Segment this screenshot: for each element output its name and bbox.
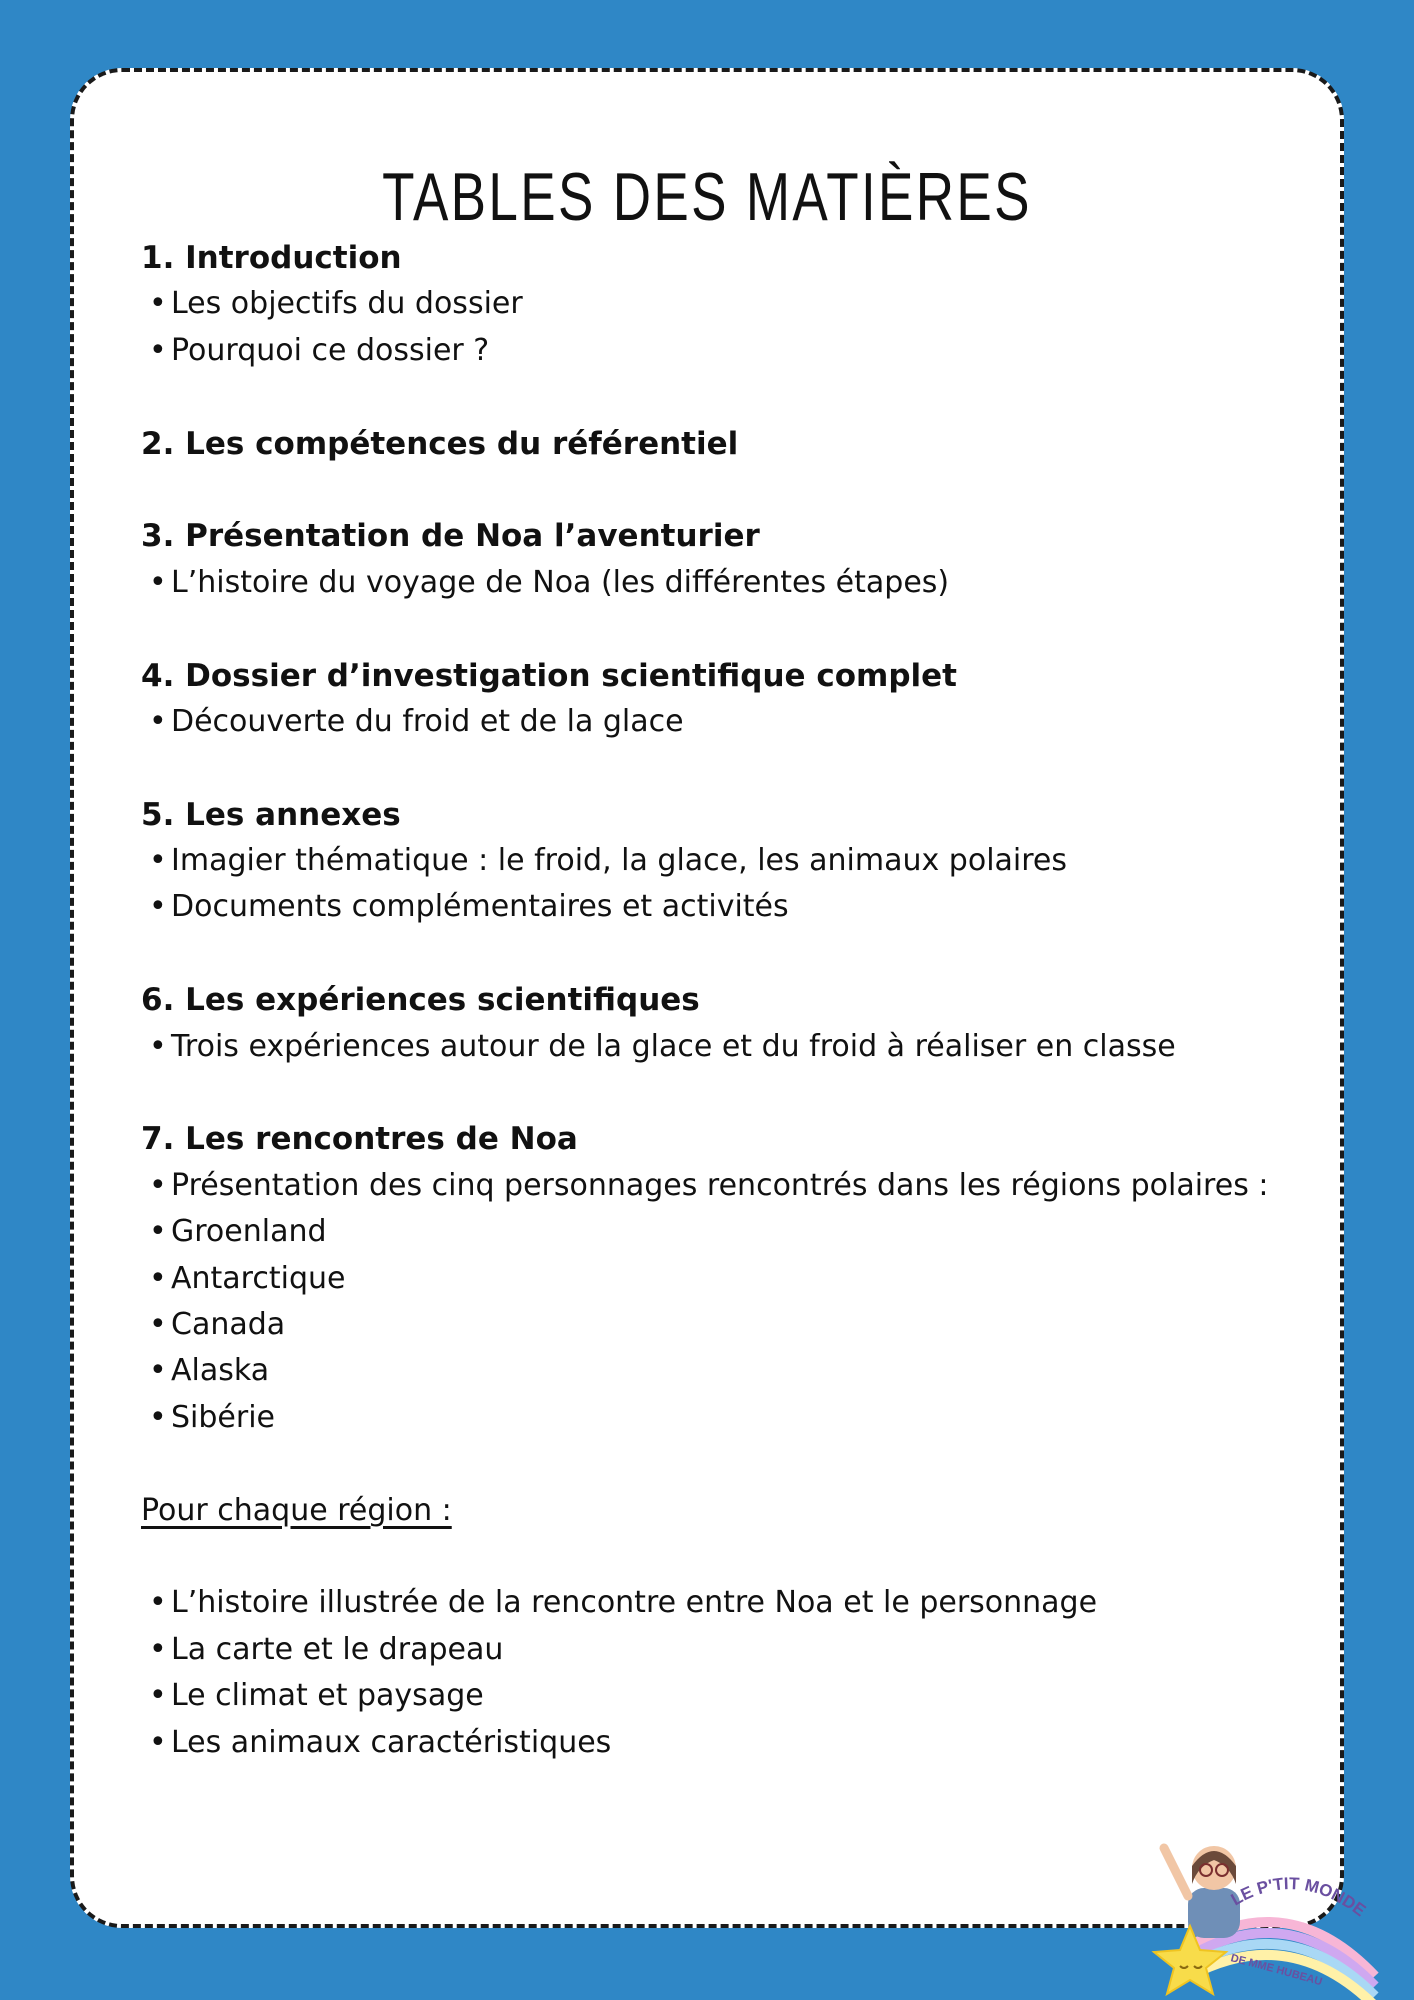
bullet-icon: • <box>149 1028 167 1064</box>
list-item: • Le climat et paysage <box>141 1673 1331 1719</box>
list-item: • Documents complémentaires et activités <box>141 884 1331 930</box>
bullet-icon: • <box>149 1399 167 1435</box>
section-heading-presentation: 3. Présentation de Noa l’aventurier <box>141 518 760 555</box>
section-heading-competences: 2. Les compétences du référentiel <box>141 425 739 462</box>
bullet-icon: • <box>149 564 167 600</box>
list-item: • Antarctique <box>141 1256 1331 1302</box>
list-item: • La carte et le drapeau <box>141 1627 1331 1673</box>
list-item: • Alaska <box>141 1348 1331 1394</box>
bullet-icon: • <box>149 1306 167 1342</box>
bullet-icon: • <box>149 889 167 925</box>
section-heading-rencontres: 7. Les rencontres de Noa <box>141 1121 578 1158</box>
section-heading-dossier: 4. Dossier d’investigation scientifique complet <box>141 657 957 694</box>
bullet-icon: • <box>149 1585 167 1621</box>
bullet-icon: • <box>149 1678 167 1714</box>
logo-text-top: LE P'TIT MONDE <box>1227 1874 1370 1921</box>
bullet-icon: • <box>149 1167 167 1203</box>
section-heading-annexes: 5. Les annexes <box>141 796 401 833</box>
list-item: • Imagier thématique : le froid, la glace, les animaux polaires <box>141 838 1331 884</box>
brand-logo <box>1150 1826 1380 2000</box>
bullet-icon: • <box>149 1353 167 1389</box>
list-item: • L’histoire illustrée de la rencontre entre Noa et le personnage <box>141 1580 1331 1626</box>
list-item: • Canada <box>141 1302 1331 1348</box>
bullet-icon: • <box>149 1724 167 1760</box>
list-item: • Sibérie <box>141 1395 1331 1441</box>
list-item: • Présentation des cinq personnages rencontrés dans les régions polaires : <box>141 1163 1331 1209</box>
section-heading-introduction: 1. Introduction <box>141 240 402 276</box>
list-item: • Découverte du froid et de la glace <box>141 699 1331 745</box>
list-item: • Les objectifs du dossier <box>141 281 1331 327</box>
bullet-icon: • <box>149 1631 167 1667</box>
logo-text-bottom: DE MME HUBEAU <box>1229 1952 1324 1989</box>
bullet-icon: • <box>149 286 167 322</box>
section-heading-experiences: 6. Les expériences scientifiques <box>141 982 700 1019</box>
svg-text:LE P'TIT MONDE <box>1228 1874 1370 1920</box>
bullet-icon: • <box>149 1260 167 1296</box>
bullet-icon: • <box>149 1214 167 1250</box>
list-item: • Les animaux caractéristiques <box>141 1720 1331 1766</box>
bullet-icon: • <box>149 332 167 368</box>
list-item: • Groenland <box>141 1209 1331 1255</box>
list-item: • Trois expériences autour de la glace et du froid à réaliser en classe <box>141 1024 1331 1070</box>
region-subheading: Pour chaque région : <box>141 1492 452 1528</box>
page-title: TABLES DES MATIÈRES <box>382 158 1032 235</box>
bullet-icon: • <box>149 843 167 879</box>
list-item: • L’histoire du voyage de Noa (les différentes étapes) <box>141 560 1331 606</box>
list-item: • Pourquoi ce dossier ? <box>141 328 1331 374</box>
bullet-icon: • <box>149 703 167 739</box>
table-of-contents <box>141 235 1331 1766</box>
